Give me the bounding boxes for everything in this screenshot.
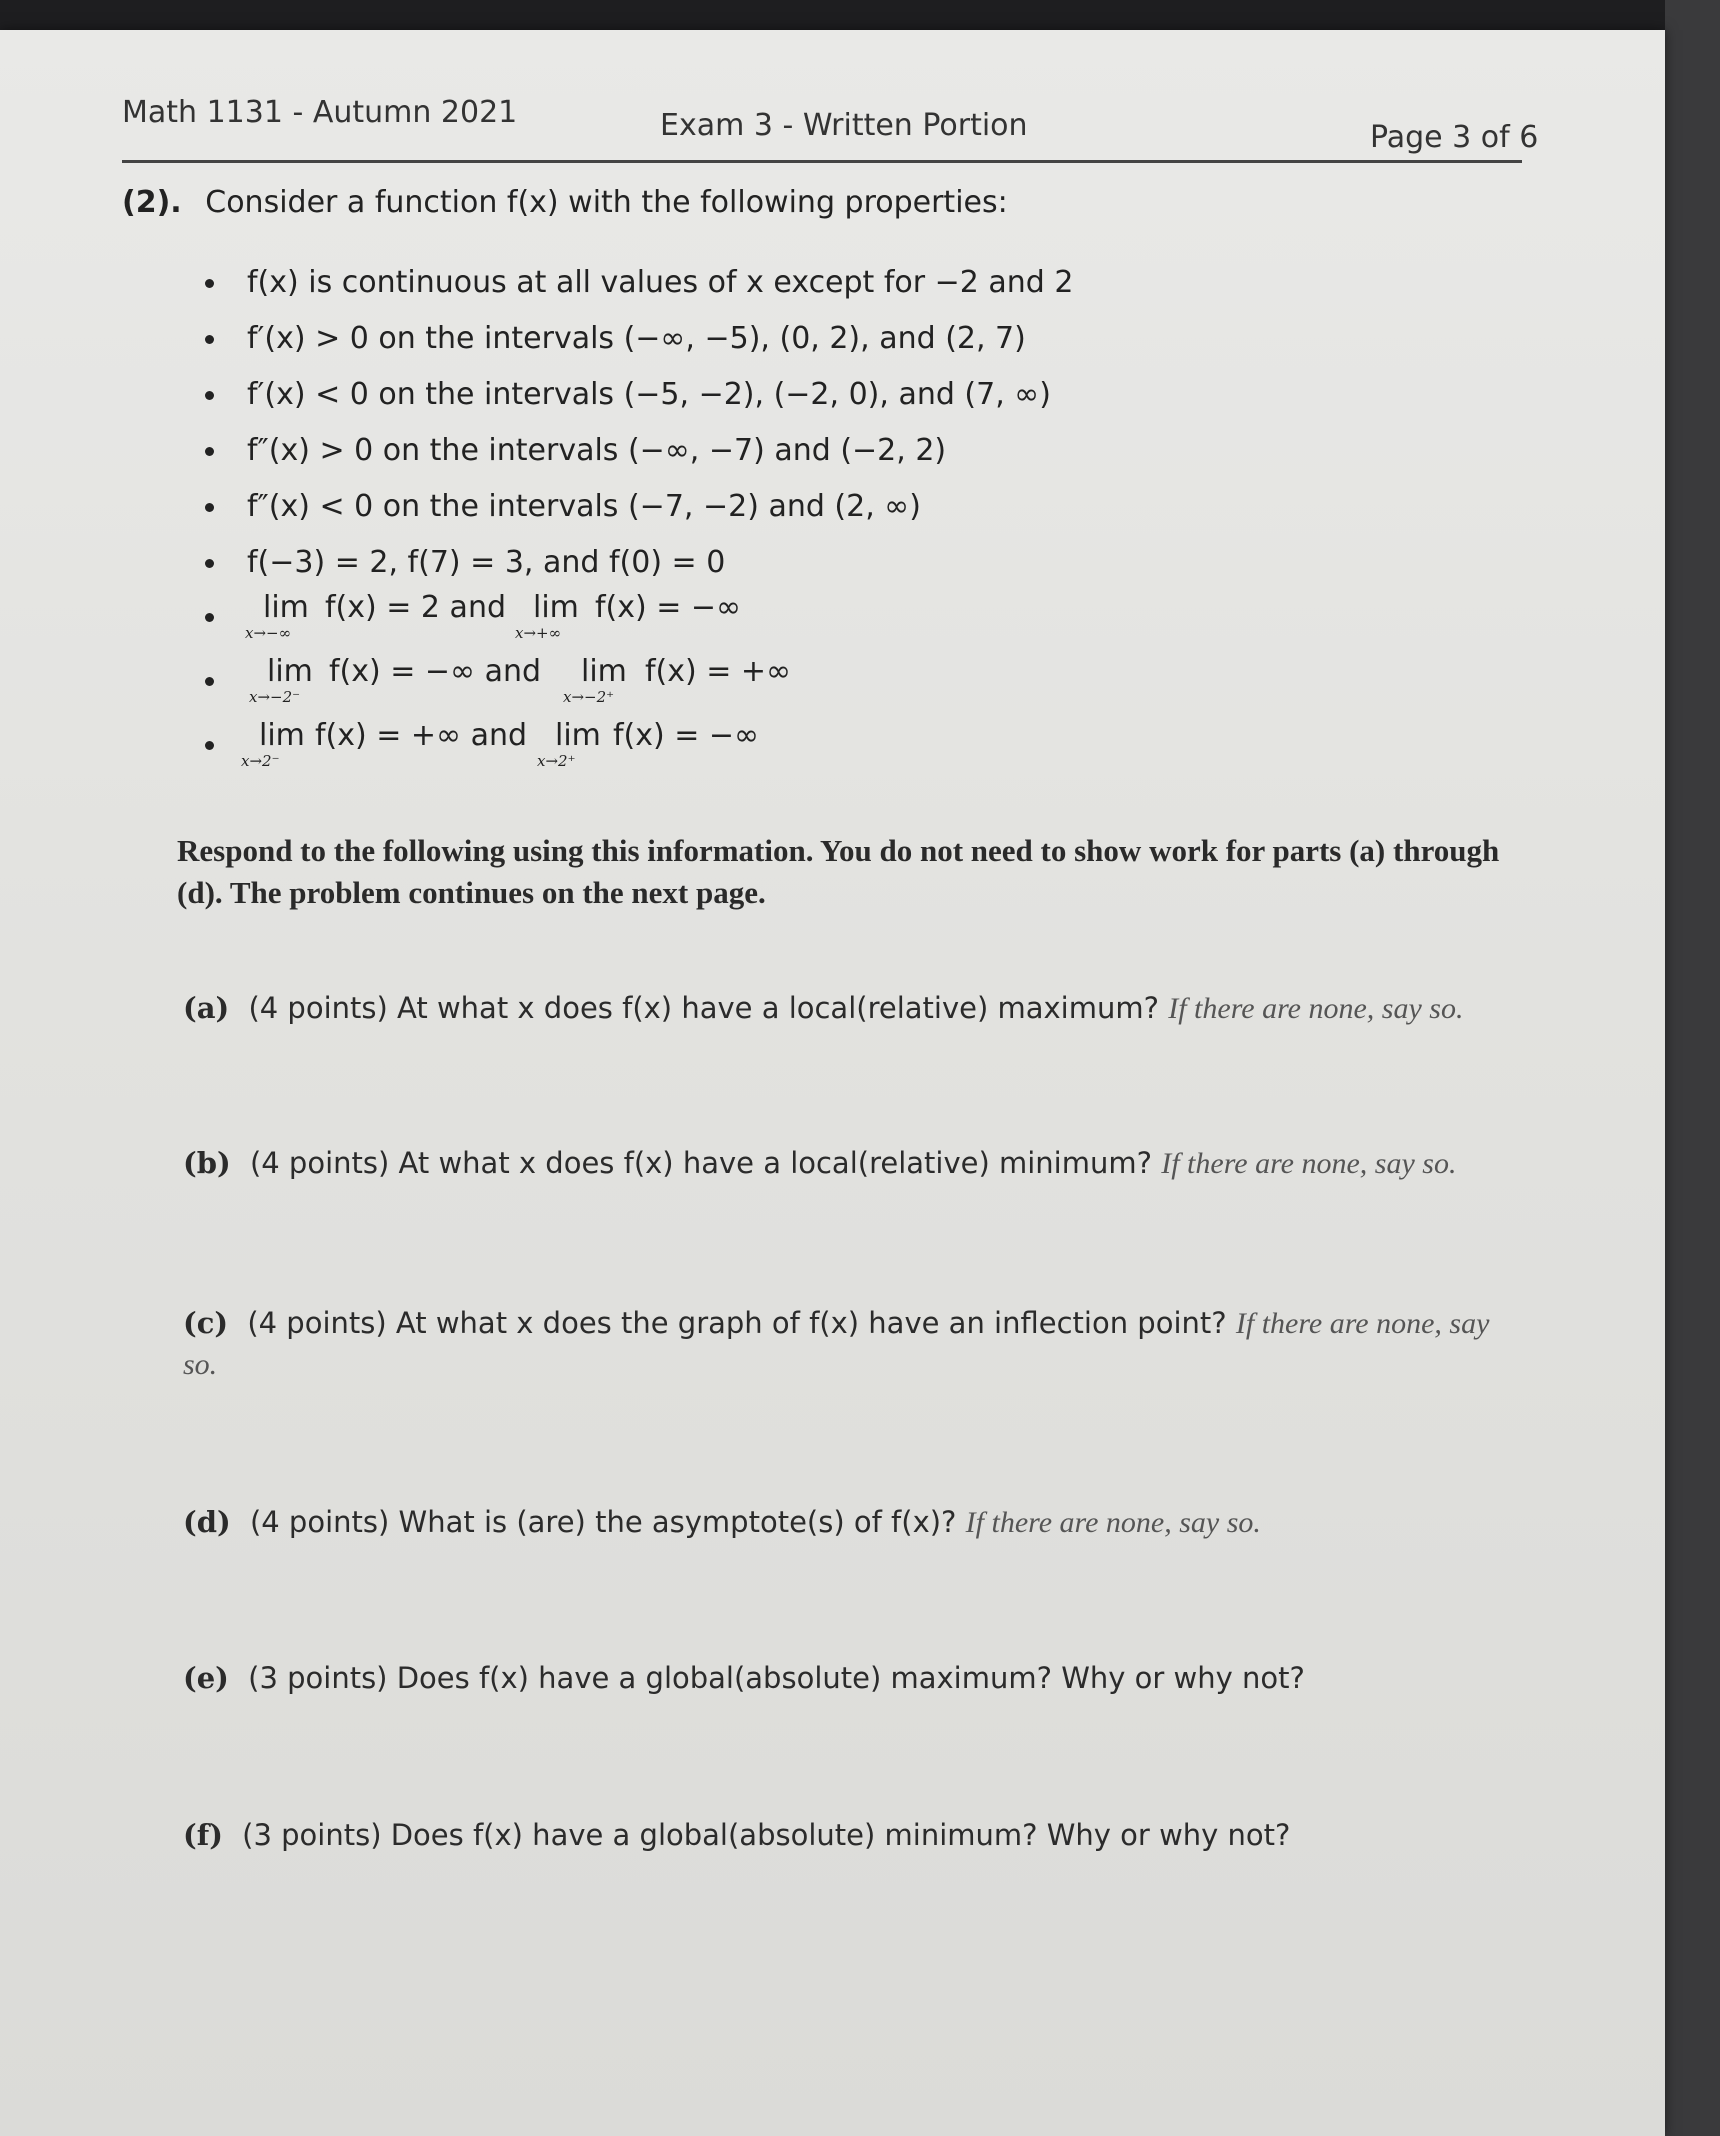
question-f xyxy=(183,1815,1493,1855)
question-label: (e) xyxy=(183,1661,229,1695)
question-text: (4 points) At what x does f(x) have a local(relative) maximum? xyxy=(248,991,1160,1025)
property-text: f(−3) = 2, f(7) = 3, and f(0) = 0 xyxy=(247,545,726,580)
property-text: f(x) is continuous at all values of x except for −2 and 2 xyxy=(247,265,1074,300)
limit-right xyxy=(563,654,627,706)
background-edge xyxy=(1665,0,1720,2136)
lim-word: lim xyxy=(263,590,309,625)
limit-text: f(x) = −∞ xyxy=(613,718,760,753)
lim-word: lim xyxy=(533,590,579,625)
limit-text: f(x) = +∞ xyxy=(645,654,792,689)
bullet-icon xyxy=(205,447,214,456)
question-hint: If there are none, say so. xyxy=(1161,1147,1457,1180)
question-hint: If there are none, say so. xyxy=(965,1506,1261,1539)
course-title: Math 1131 - Autumn 2021 xyxy=(122,95,518,130)
bullet-icon xyxy=(205,741,214,750)
limit-text: f(x) = −∞ xyxy=(595,590,742,625)
limit-subscript: x→+∞ xyxy=(515,624,562,642)
limit-subscript: x→−2⁺ xyxy=(563,688,615,706)
question-text: (4 points) What is (are) the asymptote(s) of f(x)? xyxy=(249,1505,957,1539)
exam-title: Exam 3 - Written Portion xyxy=(660,108,1028,143)
question-b xyxy=(183,1143,1493,1184)
background-top xyxy=(0,0,1665,30)
limit-text: f(x) = +∞ and xyxy=(315,718,528,753)
limit-subscript: x→−2⁻ xyxy=(249,688,301,706)
lim-word: lim xyxy=(581,654,627,689)
lim-word: lim xyxy=(267,654,313,689)
question-text: (4 points) At what x does f(x) have a local(relative) minimum? xyxy=(249,1146,1153,1180)
bullet-icon xyxy=(205,391,214,400)
question-e xyxy=(183,1658,1493,1698)
page-number: Page 3 of 6 xyxy=(1370,120,1539,155)
lim-word: lim xyxy=(259,718,305,753)
property-text: f′(x) < 0 on the intervals (−5, −2), (−2, 0), and (7, ∞) xyxy=(247,377,1051,412)
bullet-icon xyxy=(205,613,214,622)
limit-subscript: x→2⁻ xyxy=(241,752,280,770)
property-text: f″(x) < 0 on the intervals (−7, −2) and (2, ∞) xyxy=(247,489,921,524)
limit-left xyxy=(241,718,305,770)
question-label: (d) xyxy=(183,1505,231,1539)
problem-number: (2). xyxy=(122,185,182,220)
limit-left xyxy=(249,654,313,706)
limit-right xyxy=(537,718,601,770)
bullet-icon xyxy=(205,279,214,288)
question-text: (3 points) Does f(x) have a global(absolute) minimum? Why or why not? xyxy=(242,1818,1291,1852)
limit-right xyxy=(515,590,579,642)
question-text: (4 points) At what x does the graph of f(x) have an inflection point? xyxy=(247,1306,1227,1340)
question-label: (c) xyxy=(183,1306,229,1340)
question-d xyxy=(183,1502,1493,1543)
limit-subscript: x→2⁺ xyxy=(537,752,576,770)
bullet-icon xyxy=(205,677,214,686)
bullet-icon xyxy=(205,335,214,344)
property-text: f′(x) > 0 on the intervals (−∞, −5), (0, 2), and (2, 7) xyxy=(247,321,1026,356)
limit-subscript: x→−∞ xyxy=(245,624,292,642)
question-label: (f) xyxy=(183,1818,223,1852)
question-label: (b) xyxy=(183,1146,231,1180)
limit-left xyxy=(245,590,309,642)
problem-intro-text: Consider a function f(x) with the following properties: xyxy=(205,185,1008,220)
question-label: (a) xyxy=(183,991,230,1025)
bullet-icon xyxy=(205,559,214,568)
limit-text: f(x) = 2 and xyxy=(325,590,506,625)
property-text: f″(x) > 0 on the intervals (−∞, −7) and (−2, 2) xyxy=(247,433,947,468)
problem-intro xyxy=(122,185,1008,220)
lim-word: lim xyxy=(555,718,601,753)
header-rule xyxy=(122,160,1522,163)
question-hint: If there are none, say so. xyxy=(183,1307,1490,1381)
instructions-paragraph: Respond to the following using this information. You do not need to show work for parts (a) through (d). The problem continues on the next page. xyxy=(177,833,1500,910)
question-text: (3 points) Does f(x) have a global(absolute) maximum? Why or why not? xyxy=(248,1661,1305,1695)
question-c xyxy=(183,1303,1493,1385)
limit-text: f(x) = −∞ and xyxy=(329,654,542,689)
question-a xyxy=(183,988,1493,1029)
question-hint: If there are none, say so. xyxy=(1168,992,1464,1025)
bullet-icon xyxy=(205,503,214,512)
